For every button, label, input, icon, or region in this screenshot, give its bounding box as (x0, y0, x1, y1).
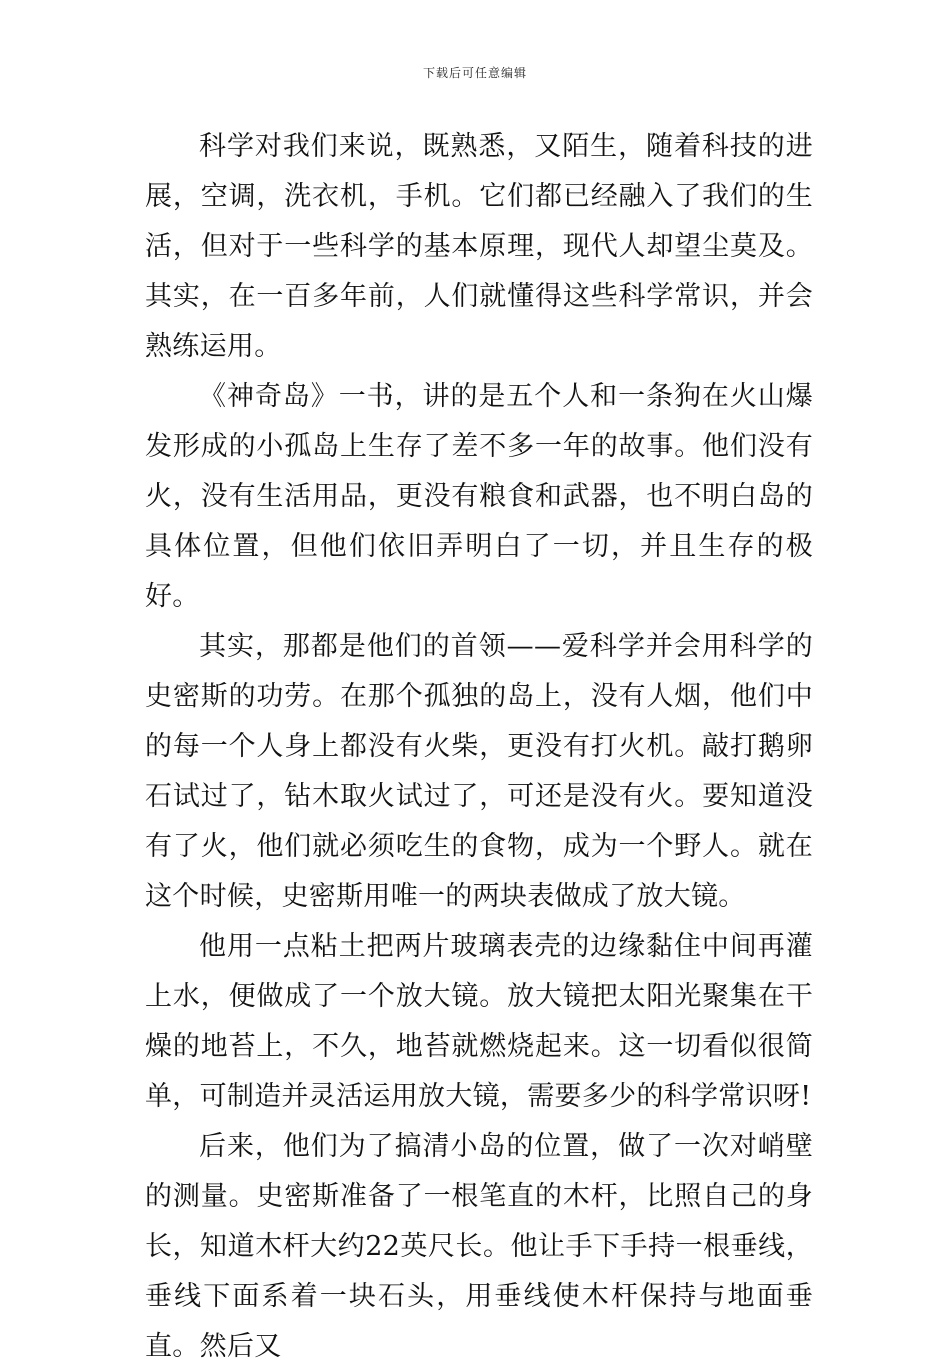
paragraph-1: 科学对我们来说，既熟悉，又陌生，随着科技的进展，空调，洗衣机，手机。它们都已经融入了我们的生活，但对于一些科学的基本原理，现代人却望尘莫及。其实，在一百多年前，人们就懂得这些科学常识，并会熟练运用。 (145, 131, 813, 362)
paragraph-5: 后来，他们为了搞清小岛的位置，做了一次对峭壁的测量。史密斯准备了一根笔直的木杆，比照自己的身长，知道木杆大约22英尺长。他让手下手持一根垂线，垂线下面系着一块石头，用垂线使木杆保持与地面垂直。然后又 (145, 1131, 813, 1362)
paragraph-3: 其实，那都是他们的首领——爱科学并会用科学的史密斯的功劳。在那个孤独的岛上，没有人烟，他们中的每一个人身上都没有火柴，更没有打火机。敲打鹅卵石试过了，钻木取火试过了，可还是没有火。要知道没有了火，他们就必须吃生的食物，成为一个野人。就在这个时候，史密斯用唯一的两块表做成了放大镜。 (145, 631, 813, 912)
body-text (145, 122, 813, 1372)
paragraph-4: 他用一点粘土把两片玻璃表壳的边缘黏住中间再灌上水，便做成了一个放大镜。放大镜把太阳光聚集在干燥的地苔上，不久，地苔就燃烧起来。这一切看似很简单，可制造并灵活运用放大镜，需要多少的科学常识呀! (145, 931, 813, 1112)
page-header: 下载后可任意编辑 (422, 66, 527, 80)
paragraph-2: 《神奇岛》一书，讲的是五个人和一条狗在火山爆发形成的小孤岛上生存了差不多一年的故事。他们没有火，没有生活用品，更没有粮食和武器，也不明白岛的具体位置，但他们依旧弄明白了一切，并且生存的极好。 (145, 381, 813, 612)
